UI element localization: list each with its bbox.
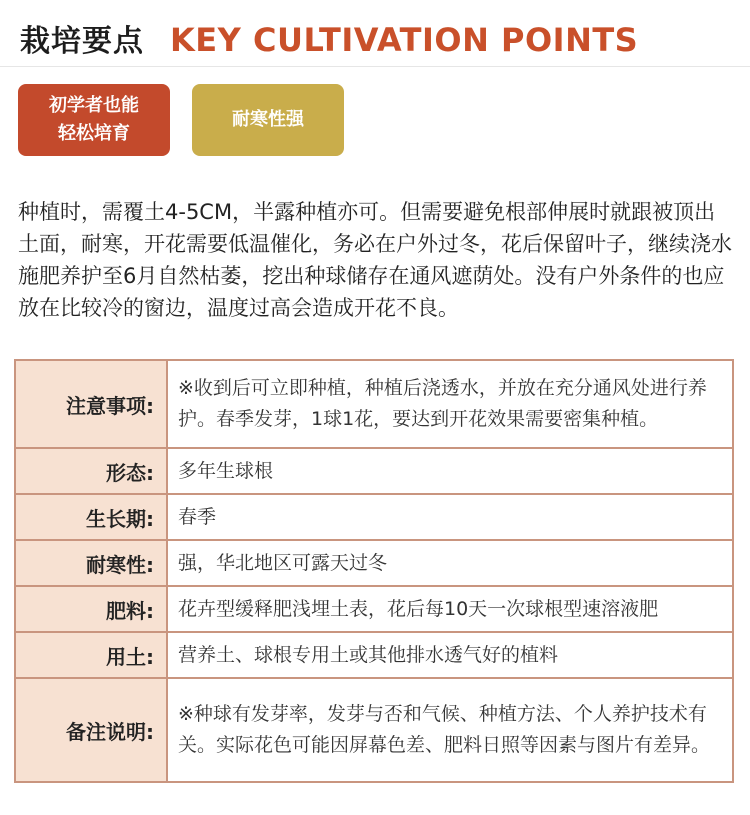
badge-cold-hardy: [192, 84, 344, 156]
spec-table: [14, 359, 734, 783]
row-label-growth-period: 生长期:: [15, 494, 167, 540]
row-value-growth-period: 春季: [167, 494, 733, 540]
row-label-remarks: 备注说明:: [15, 678, 167, 782]
header-divider: [0, 66, 750, 67]
row-label-fertilizer: 肥料:: [15, 586, 167, 632]
table-row: [15, 448, 733, 494]
badge-beginner-friendly-label: 初学者也能 轻松培育: [49, 95, 139, 144]
table-row: [15, 360, 733, 448]
row-label-notes: 注意事项:: [15, 360, 167, 448]
row-value-form: 多年生球根: [167, 448, 733, 494]
page-header: [20, 16, 638, 60]
row-value-notes: ※收到后可立即种植，种植后浇透水，并放在充分通风处进行养护。春季发芽，1球1花，要达到开花效果需要密集种植。: [167, 360, 733, 448]
badge-cold-hardy-label: 耐寒性强: [232, 109, 304, 130]
badge-beginner-friendly: [18, 84, 170, 156]
row-label-cold-hardiness: 耐寒性:: [15, 540, 167, 586]
row-value-remarks: ※种球有发芽率，发芽与否和气候、种植方法、个人养护技术有关。实际花色可能因屏幕色差、肥料日照等因素与图片有差异。: [167, 678, 733, 782]
page-title: 栽培要点: [20, 24, 144, 59]
row-label-form: 形态:: [15, 448, 167, 494]
table-row: [15, 494, 733, 540]
row-value-cold-hardiness: 强，华北地区可露天过冬: [167, 540, 733, 586]
row-value-fertilizer: 花卉型缓释肥浅埋土表，花后每10天一次球根型速溶液肥: [167, 586, 733, 632]
row-label-soil: 用土:: [15, 632, 167, 678]
table-row: [15, 632, 733, 678]
table-row: [15, 540, 733, 586]
row-value-soil: 营养土、球根专用土或其他排水透气好的植料: [167, 632, 733, 678]
intro-paragraph: 种植时，需覆土4-5CM，半露种植亦可。但需要避免根部伸展时就跟被顶出土面，耐寒，开花需要低温催化，务必在户外过冬，花后保留叶子，继续浇水施肥养护至6月自然枯萎，挖出种球储存在通风遮荫处。没有户外条件的也应放在比较冷的窗边，温度过高会造成开花不良。: [18, 200, 732, 320]
table-row: [15, 586, 733, 632]
table-row: [15, 678, 733, 782]
page-subtitle-en: KEY CULTIVATION POINTS: [170, 21, 639, 59]
